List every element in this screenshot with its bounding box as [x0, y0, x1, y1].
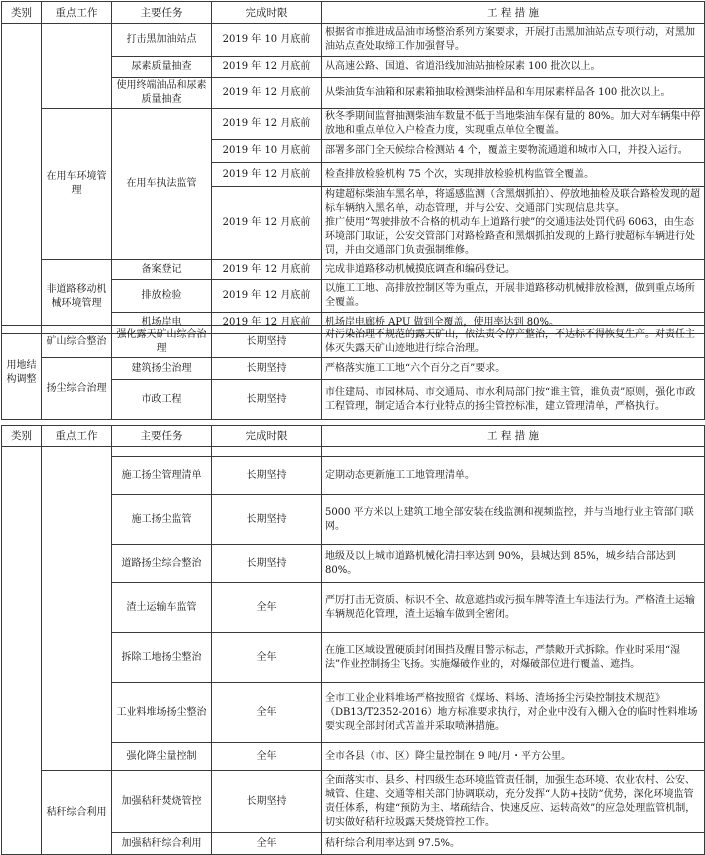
measure-cell: 机场岸电廊桥 APU 做到全覆盖，使用率达到 80%。 [322, 313, 705, 334]
deadline-cell: 长期坚持 [212, 545, 322, 583]
header-measures: 工 程 措 施 [322, 426, 705, 447]
task-cell: 打击黑加油站点 [112, 24, 212, 57]
table-row [2, 358, 705, 380]
header-deadline: 完成时限 [212, 2, 322, 24]
deadline-cell: 2019 年 12 月底前 [212, 78, 322, 109]
measure-cell: 对污染治理不规范的露天矿山，依法责令停产整治，不达标不得恢复生产。对责任主体灭失露天矿山迹地进行综合治理。 [322, 326, 705, 358]
header-key-work: 重点工作 [42, 2, 112, 24]
deadline-cell: 全年 [212, 833, 322, 855]
deadline-cell-blank [212, 447, 322, 457]
header-main-task: 主要任务 [112, 2, 212, 24]
header-measures: 工 程 措 施 [322, 2, 705, 24]
task-cell: 备案登记 [112, 260, 212, 280]
task-cell: 强化降尘量控制 [112, 743, 212, 771]
measure-cell: 严格落实施工工地“六个百分之百”要求。 [322, 358, 705, 380]
category-cell-blank [2, 24, 42, 334]
deadline-cell: 全年 [212, 633, 322, 683]
measure-cell [322, 187, 705, 260]
deadline-cell: 2019 年 12 月底前 [212, 163, 322, 187]
measure-cell: 在施工区域设置硬质封闭围挡及醒目警示标志，严禁敞开式拆除。作业时采用“湿法”作业控制扬尘飞扬。实施爆破作业的，对爆破部位进行覆盖、遮挡。 [322, 633, 705, 683]
task-cell: 机场岸电 [112, 313, 212, 334]
task-cell-blank [112, 447, 212, 457]
deadline-cell: 2019 年 12 月底前 [212, 57, 322, 78]
measure-cell: 秋冬季期间监督抽测柴油车数量不低于当地柴油车保有量的 80%。加大对车辆集中停放地和重点单位入户检查力度，实现重点单位全覆盖。 [322, 109, 705, 140]
key-work-cell-blank [42, 447, 112, 771]
task-cell: 市政工程 [112, 380, 212, 420]
deadline-cell: 长期坚持 [212, 380, 322, 420]
header-category: 类别 [2, 426, 42, 447]
table-row [2, 109, 705, 140]
header-main-task: 主要任务 [112, 426, 212, 447]
deadline-cell: 长期坚持 [212, 457, 322, 495]
table-row [2, 260, 705, 280]
task-cell: 道路扬尘综合整治 [112, 545, 212, 583]
deadline-cell: 2019 年 10 月底前 [212, 140, 322, 163]
table-row [2, 771, 705, 833]
measure-cell: 定期动态更新施工工地管理清单。 [322, 457, 705, 495]
deadline-cell: 2019 年 10 月底前 [212, 24, 322, 57]
measure-cell: 全市各县（市、区）降尘量控制在 9 吨/月・平方公里。 [322, 743, 705, 771]
measures-table-part1b [1, 325, 705, 420]
task-cell: 工业料堆场扬尘整治 [112, 683, 212, 743]
deadline-cell: 长期坚持 [212, 771, 322, 833]
deadline-cell: 全年 [212, 583, 322, 633]
table-row-spacer [2, 447, 705, 457]
measure-cell: 全市工业企业料堆场严格按照省《煤场、料场、渣场扬尘污染控制技术规范》（DB13/T2352-2016）地方标准要求执行，对企业中没有入棚入仓的临时性料堆场要实现全部封闭式苫盖并采取喷淋措施。 [322, 683, 705, 743]
table-header-row [2, 2, 705, 24]
measure-cell: 从柴油货车油箱和尿素箱抽取检测柴油样品和车用尿素样品各 100 批次以上。 [322, 78, 705, 109]
measure-cell: 根据省市推进成品油市场整治系列方案要求，开展打击黑加油站点专项行动，对黑加油站点查处取缔工作加强督导。 [322, 24, 705, 57]
header-deadline: 完成时限 [212, 426, 322, 447]
category-cell: 用地结构调整 [2, 326, 42, 420]
task-cell: 加强秸秆焚烧管控 [112, 771, 212, 833]
deadline-cell: 2019 年 12 月底前 [212, 109, 322, 140]
measure-paragraph: 构建超标柴油车黑名单，将遥感监测（含黑烟抓拍）、停放地抽检及联合路检发现的超标车辆纳入黑名单，动态管理，并与公安、交通部门实现信息共享。 [325, 189, 700, 214]
task-cell: 加强秸秆综合利用 [112, 833, 212, 855]
measure-cell: 完成非道路移动机械摸底调查和编码登记。 [322, 260, 705, 280]
key-work-cell: 矿山综合整治 [42, 326, 112, 358]
task-cell: 施工扬尘管理清单 [112, 457, 212, 495]
task-cell: 施工扬尘监管 [112, 495, 212, 545]
task-cell: 排放检验 [112, 280, 212, 313]
table-row [2, 326, 705, 358]
measures-table-part2 [1, 425, 705, 855]
task-cell: 拆除工地扬尘整治 [112, 633, 212, 683]
measure-cell: 检查排放检验机构 75 个次，实现排放检验机构监管全覆盖。 [322, 163, 705, 187]
measure-cell: 部署多部门全天候综合检测站 4 个，覆盖主要物流通道和城市入口，并投入运行。 [322, 140, 705, 163]
key-work-cell-blank [42, 24, 112, 109]
task-cell: 渣土运输车监管 [112, 583, 212, 633]
table-header-row [2, 426, 705, 447]
task-cell: 使用终端油品和尿素质量抽查 [112, 78, 212, 109]
measure-paragraph: 推广使用“驾驶排放不合格的机动车上道路行驶”的交通违法处罚代码 6063，由生态环境部门取证，公安交管部门对路检路查和黑烟抓拍发现的上路行驶超标车辆进行处罚，并由交通部门负责强制维修。 [325, 217, 695, 256]
deadline-cell: 全年 [212, 683, 322, 743]
table-row [2, 24, 705, 57]
key-work-cell: 秸秆综合利用 [42, 771, 112, 855]
task-cell: 建筑扬尘治理 [112, 358, 212, 380]
task-cell: 在用车执法监管 [112, 109, 212, 260]
measure-cell: 秸秆综合利用率达到 97.5%。 [322, 833, 705, 855]
measure-cell: 从高速公路、国道、省道沿线加油站抽检尿素 100 批次以上。 [322, 57, 705, 78]
measure-cell-blank [322, 447, 705, 457]
key-work-cell: 非道路移动机械环境管理 [42, 260, 112, 334]
measure-cell: 以施工工地、高排放控制区等为重点，开展非道路移动机械排放检测，做到重点场所全覆盖。 [322, 280, 705, 313]
header-category: 类别 [2, 2, 42, 24]
deadline-cell: 2019 年 12 月底前 [212, 313, 322, 334]
deadline-cell: 2019 年 12 月底前 [212, 187, 322, 260]
key-work-cell: 扬尘综合治理 [42, 358, 112, 420]
header-key-work: 重点工作 [42, 426, 112, 447]
task-cell: 强化露天矿山综合治理 [112, 326, 212, 358]
measure-cell: 地级及以上城市道路机械化清扫率达到 90%，县城达到 85%，城乡结合部达到 80%。 [322, 545, 705, 583]
measure-cell: 市住建局、市园林局、市交通局、市水利局部门按“谁主管，谁负责”原则，强化市政工程管理，制定适合本行业特点的扬尘管控标准，建立管理清单，严格执行。 [322, 380, 705, 420]
deadline-cell: 长期坚持 [212, 326, 322, 358]
measures-table-part1 [1, 1, 705, 334]
deadline-cell: 2019 年 12 月底前 [212, 280, 322, 313]
deadline-cell: 长期坚持 [212, 358, 322, 380]
deadline-cell: 2019 年 12 月底前 [212, 260, 322, 280]
key-work-cell: 在用车环境管理 [42, 109, 112, 260]
deadline-cell: 长期坚持 [212, 495, 322, 545]
category-cell-blank [2, 447, 42, 855]
measure-cell: 严厉打击无资质、标识不全、故意遮挡或污损车牌等渣土车违法行为。严格渣土运输车辆规范化管理，渣土运输车做到全密闭。 [322, 583, 705, 633]
task-cell: 尿素质量抽查 [112, 57, 212, 78]
measure-cell: 5000 平方米以上建筑工地全部安装在线监测和视频监控，并与当地行业主管部门联网。 [322, 495, 705, 545]
deadline-cell: 全年 [212, 743, 322, 771]
measure-cell: 全面落实市、县乡、村四级生态环境监管责任制，加强生态环境、农业农村、公安、城管、住建、交通等相关部门协调联动，充分发挥“人防+技防”优势，深化环境监管责任体系，构建“预防为主、堵疏结合、快速反应、运转高效”的应急处理监管机制，切实做好秸秆垃圾露天焚烧管控工作。 [322, 771, 705, 833]
